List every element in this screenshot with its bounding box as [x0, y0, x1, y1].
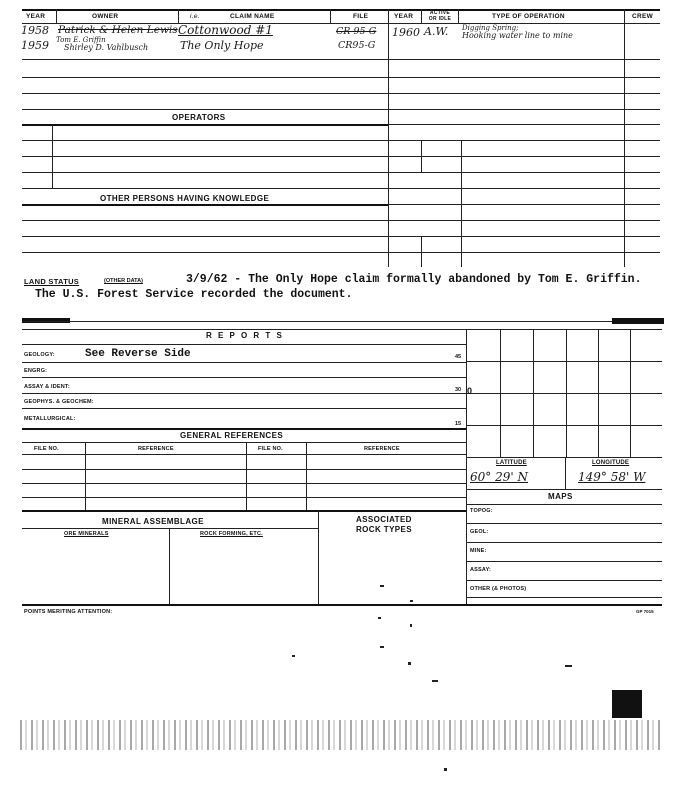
row-rule [388, 252, 660, 253]
col-divider [421, 236, 422, 267]
geol-label: GEOL: [470, 529, 489, 535]
row-rule [466, 523, 662, 524]
main-col-divider [388, 9, 389, 267]
col-divider [624, 24, 625, 267]
row-rule [22, 220, 388, 221]
speck [378, 617, 381, 619]
speck [432, 680, 438, 682]
ref-col-file-no-2: FILE NO. [258, 446, 283, 452]
row-rule [22, 362, 466, 363]
header-active: ACTIVE [429, 10, 451, 16]
header-or-idle: OR IDLE [428, 16, 452, 22]
land-status-line2: The U.S. Forest Service recorded the document. [35, 288, 353, 301]
row2-file: CR95-G [338, 40, 376, 51]
row-rule [388, 109, 660, 110]
land-status-line1: 3/9/62 - The Only Hope claim formally abandoned by Tom E. Griffin. [186, 273, 642, 286]
ref-col-reference: REFERENCE [138, 446, 174, 452]
col-divider [318, 510, 319, 604]
row-rule [22, 442, 466, 443]
row-rule [388, 140, 660, 141]
header-file: FILE [353, 13, 369, 20]
row-rule [22, 77, 388, 78]
form-number: GP 7015 [636, 609, 654, 614]
row-rule [22, 428, 466, 430]
other-photos-label: OTHER (& PHOTOS) [470, 586, 527, 592]
row-rule [22, 252, 388, 253]
land-status-label: LAND STATUS [24, 277, 80, 286]
header-owner: OWNER [92, 13, 119, 20]
ref-col-reference-2: REFERENCE [364, 446, 400, 452]
row2-owner-line2: Shirley D. Vahlbusch [64, 43, 149, 52]
right-entry-operation-2: Hooking water line to mine [462, 31, 573, 40]
right-entry-year: 1960 [392, 26, 420, 39]
row-rule [22, 393, 466, 394]
speck [408, 662, 411, 665]
col-divider [565, 457, 566, 489]
speck [444, 768, 447, 771]
header-year-2: YEAR [394, 13, 414, 20]
row-rule [466, 489, 662, 490]
assay-map-label: ASSAY: [470, 567, 492, 573]
points-meriting-attention-label: POINTS MERITING ATTENTION: [24, 609, 113, 615]
col-divider [421, 140, 422, 172]
header-stray-mark: i.e. [190, 13, 200, 20]
col-rock-forming: ROCK FORMING, ETC. [200, 531, 263, 537]
row-rule [22, 469, 466, 470]
col-divider [624, 9, 625, 23]
header-claim-name: CLAIM NAME [230, 13, 275, 20]
col-ore-minerals: ORE MINERALS [64, 531, 109, 537]
row-rule [22, 59, 388, 60]
row-rule [388, 124, 660, 125]
operators-rule [22, 124, 388, 126]
header-crew: CREW [632, 13, 654, 20]
col-divider [461, 140, 462, 267]
associated-line-2: ROCK TYPES [356, 525, 413, 534]
mineral-assemblage-title: MINERAL ASSEMBLAGE [102, 517, 204, 526]
others-title: OTHER PERSONS HAVING KNOWLEDGE [100, 194, 270, 203]
row-rule [388, 204, 660, 205]
row-rule [388, 188, 660, 189]
col-divider [85, 442, 86, 510]
row-rule [388, 93, 660, 94]
row1-owner: Patrick & Helen Lewis [58, 24, 178, 36]
separator-right-bar [612, 318, 664, 324]
row-rule [22, 236, 388, 237]
col-divider [56, 9, 57, 23]
operators-title: OPERATORS [172, 113, 226, 122]
geology-value: See Reverse Side [85, 348, 191, 360]
longitude-value: 149° 58' W [578, 470, 646, 484]
speck [380, 585, 384, 587]
reports-title: R E P O R T S [206, 331, 284, 340]
row-rule [22, 497, 466, 498]
row-rule [22, 93, 388, 94]
row-rule [388, 220, 660, 221]
ref-col-file-no: FILE NO. [34, 446, 59, 452]
margin-number-30: 30 [455, 387, 462, 393]
row-rule [22, 510, 466, 512]
row-rule [22, 140, 388, 141]
row-rule [22, 188, 388, 189]
speck [380, 646, 384, 648]
latitude-value: 60° 29' N [470, 470, 528, 484]
speck [292, 655, 295, 657]
engrg-label: ENGRG: [24, 368, 48, 374]
grid-line [466, 457, 662, 458]
row-rule [466, 561, 662, 562]
general-references-title: GENERAL REFERENCES [180, 431, 284, 440]
metallurgical-label: METALLURGICAL: [24, 416, 76, 422]
right-entry-operation-1: Digging Spring; [462, 24, 519, 32]
header-year: YEAR [26, 13, 46, 20]
col-divider [246, 442, 247, 510]
row2-claim: The Only Hope [180, 39, 264, 52]
col-divider [169, 528, 170, 604]
grid-line [466, 393, 662, 394]
row-rule [466, 597, 662, 598]
col-divider [458, 9, 459, 23]
speck [565, 665, 572, 667]
grid-line [466, 361, 662, 362]
col-divider [52, 125, 53, 188]
topog-label: TOPOG: [470, 508, 493, 514]
row-rule [22, 483, 466, 484]
longitude-label: LONGITUDE [592, 460, 630, 466]
row2-year: 1959 [21, 39, 49, 52]
margin-number-45: 45 [455, 354, 462, 360]
row-rule [466, 580, 662, 581]
land-status-sublabel: (OTHER DATA) [104, 278, 143, 284]
latitude-label: LATITUDE [496, 460, 527, 466]
grid-marker: 0 [467, 386, 473, 396]
mine-label: MINE: [470, 548, 487, 554]
row1-year: 1958 [21, 24, 49, 37]
geophys-label: GEOPHYS. & GEOCHEM: [24, 399, 94, 405]
row-rule [466, 542, 662, 543]
row-rule [466, 504, 662, 505]
reports-right-border [466, 329, 467, 605]
col-divider [178, 9, 179, 23]
row1-claim: Cottonwood #1 [178, 23, 273, 37]
grid-line [466, 425, 662, 426]
section-bottom-rule [22, 604, 662, 606]
row-rule [22, 109, 388, 110]
row-rule [22, 344, 466, 345]
top-rule [22, 9, 660, 11]
registration-block [612, 690, 642, 718]
col-divider [330, 9, 331, 23]
geology-label: GEOLOGY: [24, 352, 55, 358]
speck [410, 624, 412, 627]
row-rule [22, 408, 466, 409]
header-type-of-operation: TYPE OF OPERATION [492, 13, 565, 20]
row-rule [22, 377, 466, 378]
row-rule [22, 454, 466, 455]
row-rule [388, 172, 660, 173]
margin-number-15: 15 [455, 421, 462, 427]
speck [410, 600, 413, 602]
col-divider [306, 442, 307, 510]
maps-label: MAPS [548, 492, 573, 501]
right-entry-active: A.W. [424, 25, 449, 38]
section-separator [22, 321, 662, 322]
row-rule [388, 59, 660, 60]
row2-owner: Tom E. Griffin [56, 36, 106, 44]
row-rule [388, 236, 660, 237]
row-rule [388, 77, 660, 78]
col-divider [421, 9, 422, 23]
associated-line-1: ASSOCIATED [356, 515, 412, 524]
row-rule [388, 156, 660, 157]
row-rule [22, 528, 318, 529]
row-rule [22, 172, 388, 173]
row-rule [22, 156, 388, 157]
scan-smear [20, 720, 660, 750]
assay-label: ASSAY & IDENT: [24, 384, 70, 390]
others-rule [22, 204, 388, 206]
row1-file: CR 95-G [336, 26, 377, 37]
